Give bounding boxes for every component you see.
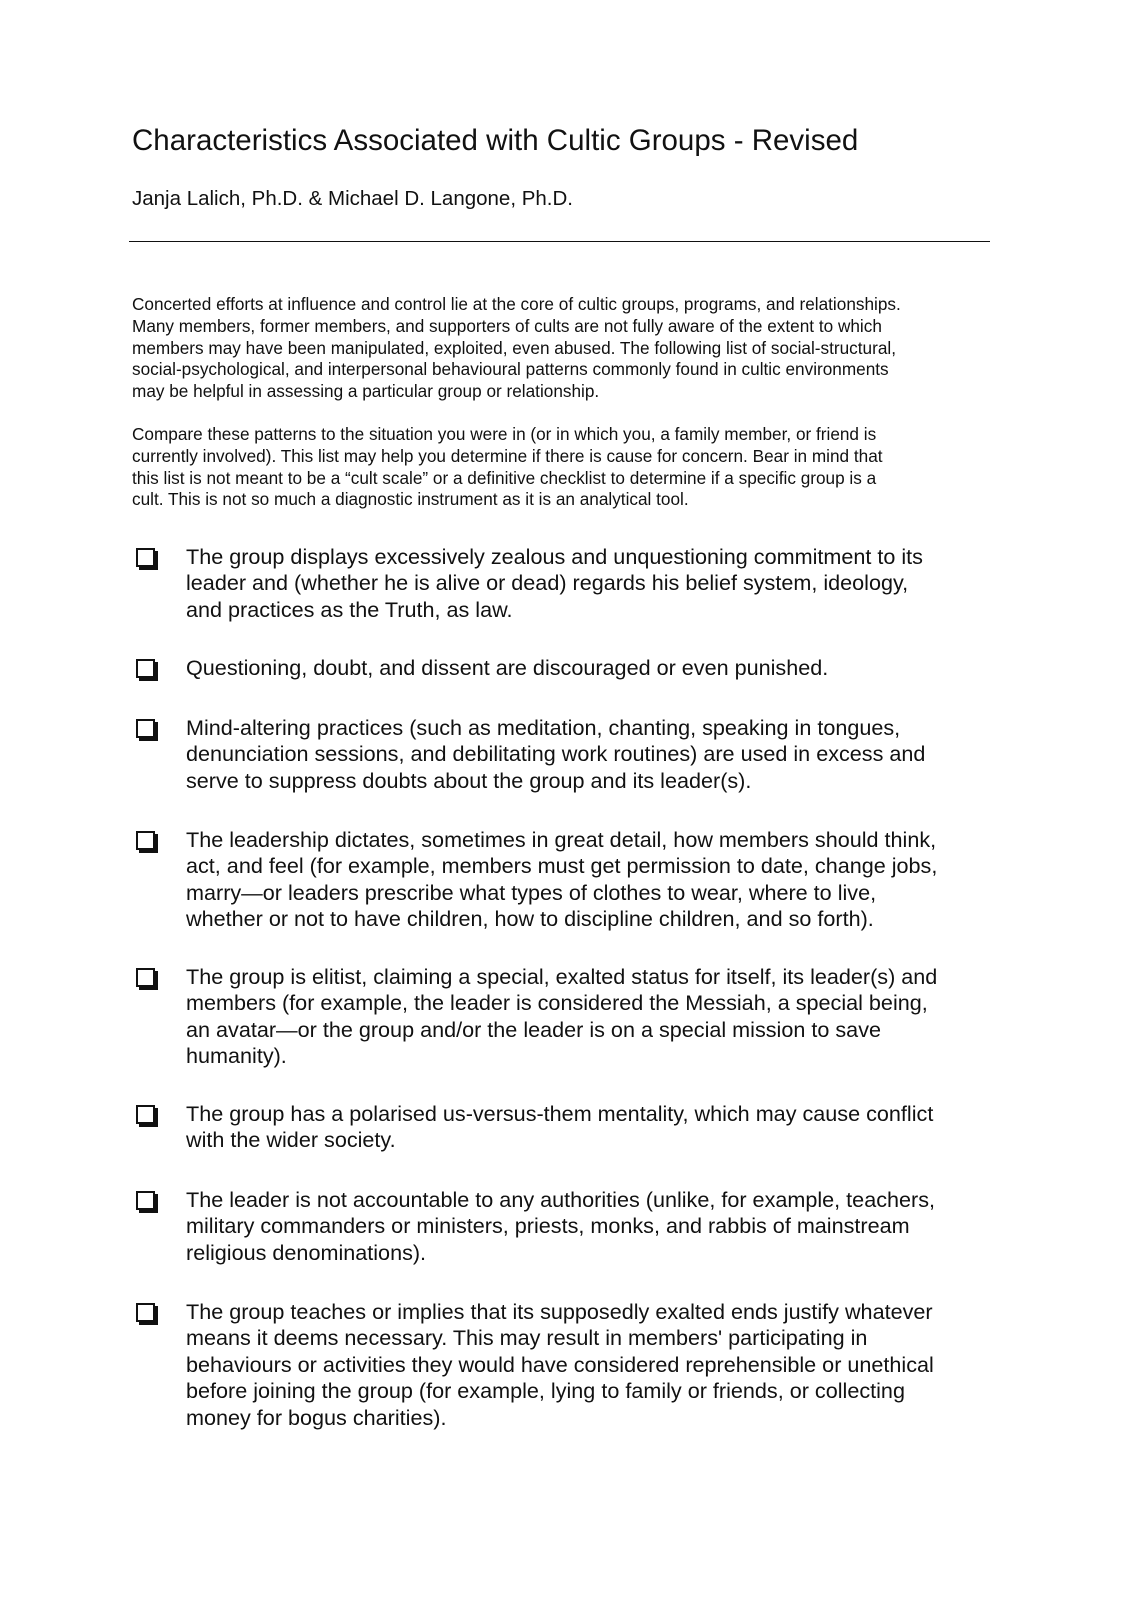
checkbox[interactable] bbox=[136, 1191, 155, 1210]
checkbox[interactable] bbox=[136, 1303, 155, 1322]
checklist-item-text: The leader is not accountable to any authorities (unlike, for example, teachers, military commanders or ministers, priests, monks, and rabbis of mainstream religious denominations). bbox=[186, 1187, 936, 1265]
checklist-item-text: The group teaches or implies that its supposedly exalted ends justify whatever means it deems necessary. This may result in members' participating in behaviours or activities they would have considered reprehensible or unethical before joining the group (for example, lying to family or friends, or collecting money for bogus charities). bbox=[186, 1299, 934, 1430]
checkbox[interactable] bbox=[136, 719, 155, 738]
intro-paragraph: Concerted efforts at influence and control lie at the core of cultic groups, programs, and relationships. Many members, former members, and supporters of cults are not fully aware of the extent to which members may have been manipulated, exploited, even abused. The following list of social-structural, social-psychological, and interpersonal behavioural patterns commonly found in cultic environments may be helpful in assessing a particular group or relationship. bbox=[132, 294, 901, 402]
checklist-item-text: Mind-altering practices (such as meditation, chanting, speaking in tongues, denunciation sessions, and debilitating work routines) are used in excess and serve to suppress doubts about the group and its leader(s). bbox=[186, 715, 926, 793]
document-authors: Janja Lalich, Ph.D. & Michael D. Langone, Ph.D. bbox=[132, 187, 573, 210]
title-divider bbox=[129, 241, 990, 242]
checkbox[interactable] bbox=[136, 831, 155, 850]
checkbox[interactable] bbox=[136, 548, 155, 567]
checklist-item-text: The leadership dictates, sometimes in great detail, how members should think, act, and feel (for example, members must get permission to date, change jobs, marry—or leaders prescribe what types of clothes to wear, where to live, whether or not to have children, how to discipline children, and so forth). bbox=[186, 827, 938, 932]
checkbox[interactable] bbox=[136, 1105, 155, 1124]
intro-paragraph: Compare these patterns to the situation you were in (or in which you, a family member, or friend is currently involved). This list may help you determine if there is cause for concern. Bear in mind that this list is not meant to be a “cult scale” or a definitive checklist to determine if a specific group is a cult. This is not so much a diagnostic instrument as it is an analytical tool. bbox=[132, 424, 883, 510]
checklist-item-text: Questioning, doubt, and dissent are discouraged or even punished. bbox=[186, 655, 829, 680]
checklist-item-text: The group has a polarised us-versus-them mentality, which may cause conflict with the wider society. bbox=[186, 1101, 934, 1153]
checkbox[interactable] bbox=[136, 659, 155, 678]
checkbox[interactable] bbox=[136, 968, 155, 987]
document-title: Characteristics Associated with Cultic Groups - Revised bbox=[132, 124, 859, 157]
checklist-item-text: The group displays excessively zealous and unquestioning commitment to its leader and (whether he is alive or dead) regards his belief system, ideology, and practices as the Truth, as law. bbox=[186, 544, 923, 622]
checklist-item-text: The group is elitist, claiming a special, exalted status for itself, its leader(s) and members (for example, the leader is considered the Messiah, a special being, an avatar—or the group and/or the leader is on a special mission to save humanity). bbox=[186, 964, 938, 1069]
